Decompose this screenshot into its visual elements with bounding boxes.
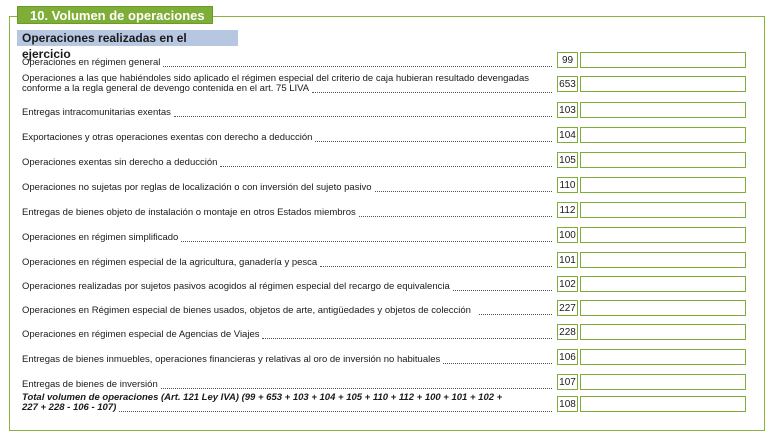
dotted-leader: [262, 338, 552, 339]
operation-row: [22, 225, 746, 249]
section-title: 10. Volumen de operaciones: [17, 6, 213, 24]
dotted-leader: [161, 388, 552, 389]
dotted-leader: [181, 241, 552, 242]
operation-label: Entregas intracomunitarias exentas: [22, 108, 171, 118]
box-code: 101: [557, 252, 578, 268]
box-code: 227: [557, 300, 578, 316]
operation-label: Operaciones no sujetas por reglas de localización o con inversión del sujeto pasivo: [22, 183, 372, 193]
operation-label: Total volumen de operaciones (Art. 121 Ley IVA) (99 + 653 + 103 + 104 + 105 + 110 + 112 + 100 + 101 + 102 + 227 + 228 - 106 - 107): [22, 393, 503, 413]
box-code: 107: [557, 374, 578, 390]
dotted-leader: [174, 116, 552, 117]
box-code: 100: [557, 227, 578, 243]
box-code: 102: [557, 276, 578, 292]
operation-label: Operaciones exentas sin derecho a deducción: [22, 158, 218, 168]
dotted-leader: [119, 411, 552, 412]
operation-label: Entregas de bienes inmuebles, operaciones financieras y relativas al oro de inversión no habituales: [22, 355, 441, 365]
amount-field[interactable]: [580, 252, 746, 268]
amount-field[interactable]: [580, 127, 746, 143]
amount-field[interactable]: [580, 300, 746, 316]
operation-row: [22, 250, 746, 274]
dotted-leader: [312, 92, 552, 93]
dotted-leader: [320, 266, 552, 267]
amount-field[interactable]: [580, 276, 746, 292]
amount-field[interactable]: [580, 177, 746, 193]
box-code: 112: [557, 202, 578, 218]
operation-row: [22, 50, 746, 74]
operation-label: Entregas de bienes objeto de instalación o montaje en otros Estados miembros: [22, 208, 356, 218]
operation-label: Operaciones en régimen especial de Agencias de Viajes: [22, 330, 260, 340]
dotted-leader: [375, 191, 552, 192]
operation-row: [22, 200, 746, 224]
operation-row: [22, 125, 746, 149]
dotted-leader: [315, 141, 552, 142]
box-code: 106: [557, 349, 578, 365]
amount-field[interactable]: [580, 202, 746, 218]
dotted-leader: [443, 363, 552, 364]
operation-row: [22, 74, 746, 98]
operation-row: [22, 175, 746, 199]
operation-label: Operaciones en régimen especial de la agricultura, ganadería y pesca: [22, 258, 318, 268]
dotted-leader: [453, 290, 552, 291]
operation-label: Entregas de bienes de inversión: [22, 380, 158, 390]
operation-row: [22, 322, 746, 346]
dotted-leader: [220, 166, 552, 167]
operation-label: Operaciones en régimen general: [22, 58, 161, 68]
amount-field[interactable]: [580, 324, 746, 340]
operation-label: Exportaciones y otras operaciones exentas con derecho a deducción: [22, 133, 313, 143]
amount-field[interactable]: [580, 349, 746, 365]
dotted-leader: [479, 314, 552, 315]
box-code: 99: [557, 52, 578, 68]
operation-row: [22, 347, 746, 371]
amount-field[interactable]: [580, 227, 746, 243]
dotted-leader: [163, 66, 552, 67]
box-code: 653: [557, 76, 578, 92]
operation-label: Operaciones realizadas por sujetos pasivos acogidos al régimen especial del recargo de equivalencia: [22, 282, 450, 292]
box-code: 105: [557, 152, 578, 168]
operation-label: Operaciones en Régimen especial de bienes usados, objetos de arte, antigüedades y objetos de colección: [22, 306, 471, 316]
box-code: 108: [557, 396, 578, 412]
dotted-leader: [359, 216, 552, 217]
total-row: [22, 393, 746, 417]
box-code: 110: [557, 177, 578, 193]
box-code: 228: [557, 324, 578, 340]
amount-field[interactable]: [580, 76, 746, 92]
amount-field[interactable]: [580, 374, 746, 390]
subsection-title: Operaciones realizadas en el ejercicio: [17, 30, 238, 46]
operation-row: [22, 150, 746, 174]
operation-row: [22, 274, 746, 298]
box-code: 103: [557, 102, 578, 118]
operation-label: Operaciones en régimen simplificado: [22, 233, 179, 243]
amount-field[interactable]: [580, 152, 746, 168]
amount-field[interactable]: [580, 52, 746, 68]
amount-field[interactable]: [580, 102, 746, 118]
operation-row: [22, 100, 746, 124]
operation-label: Operaciones a las que habiéndoles sido aplicado el régimen especial del criterio de caja hubieran resultado devengadas conforme a la regla general de devengo contenida en el art. 75 LIVA: [22, 74, 529, 94]
box-code: 104: [557, 127, 578, 143]
amount-field[interactable]: [580, 396, 746, 412]
operation-row: [22, 298, 746, 322]
